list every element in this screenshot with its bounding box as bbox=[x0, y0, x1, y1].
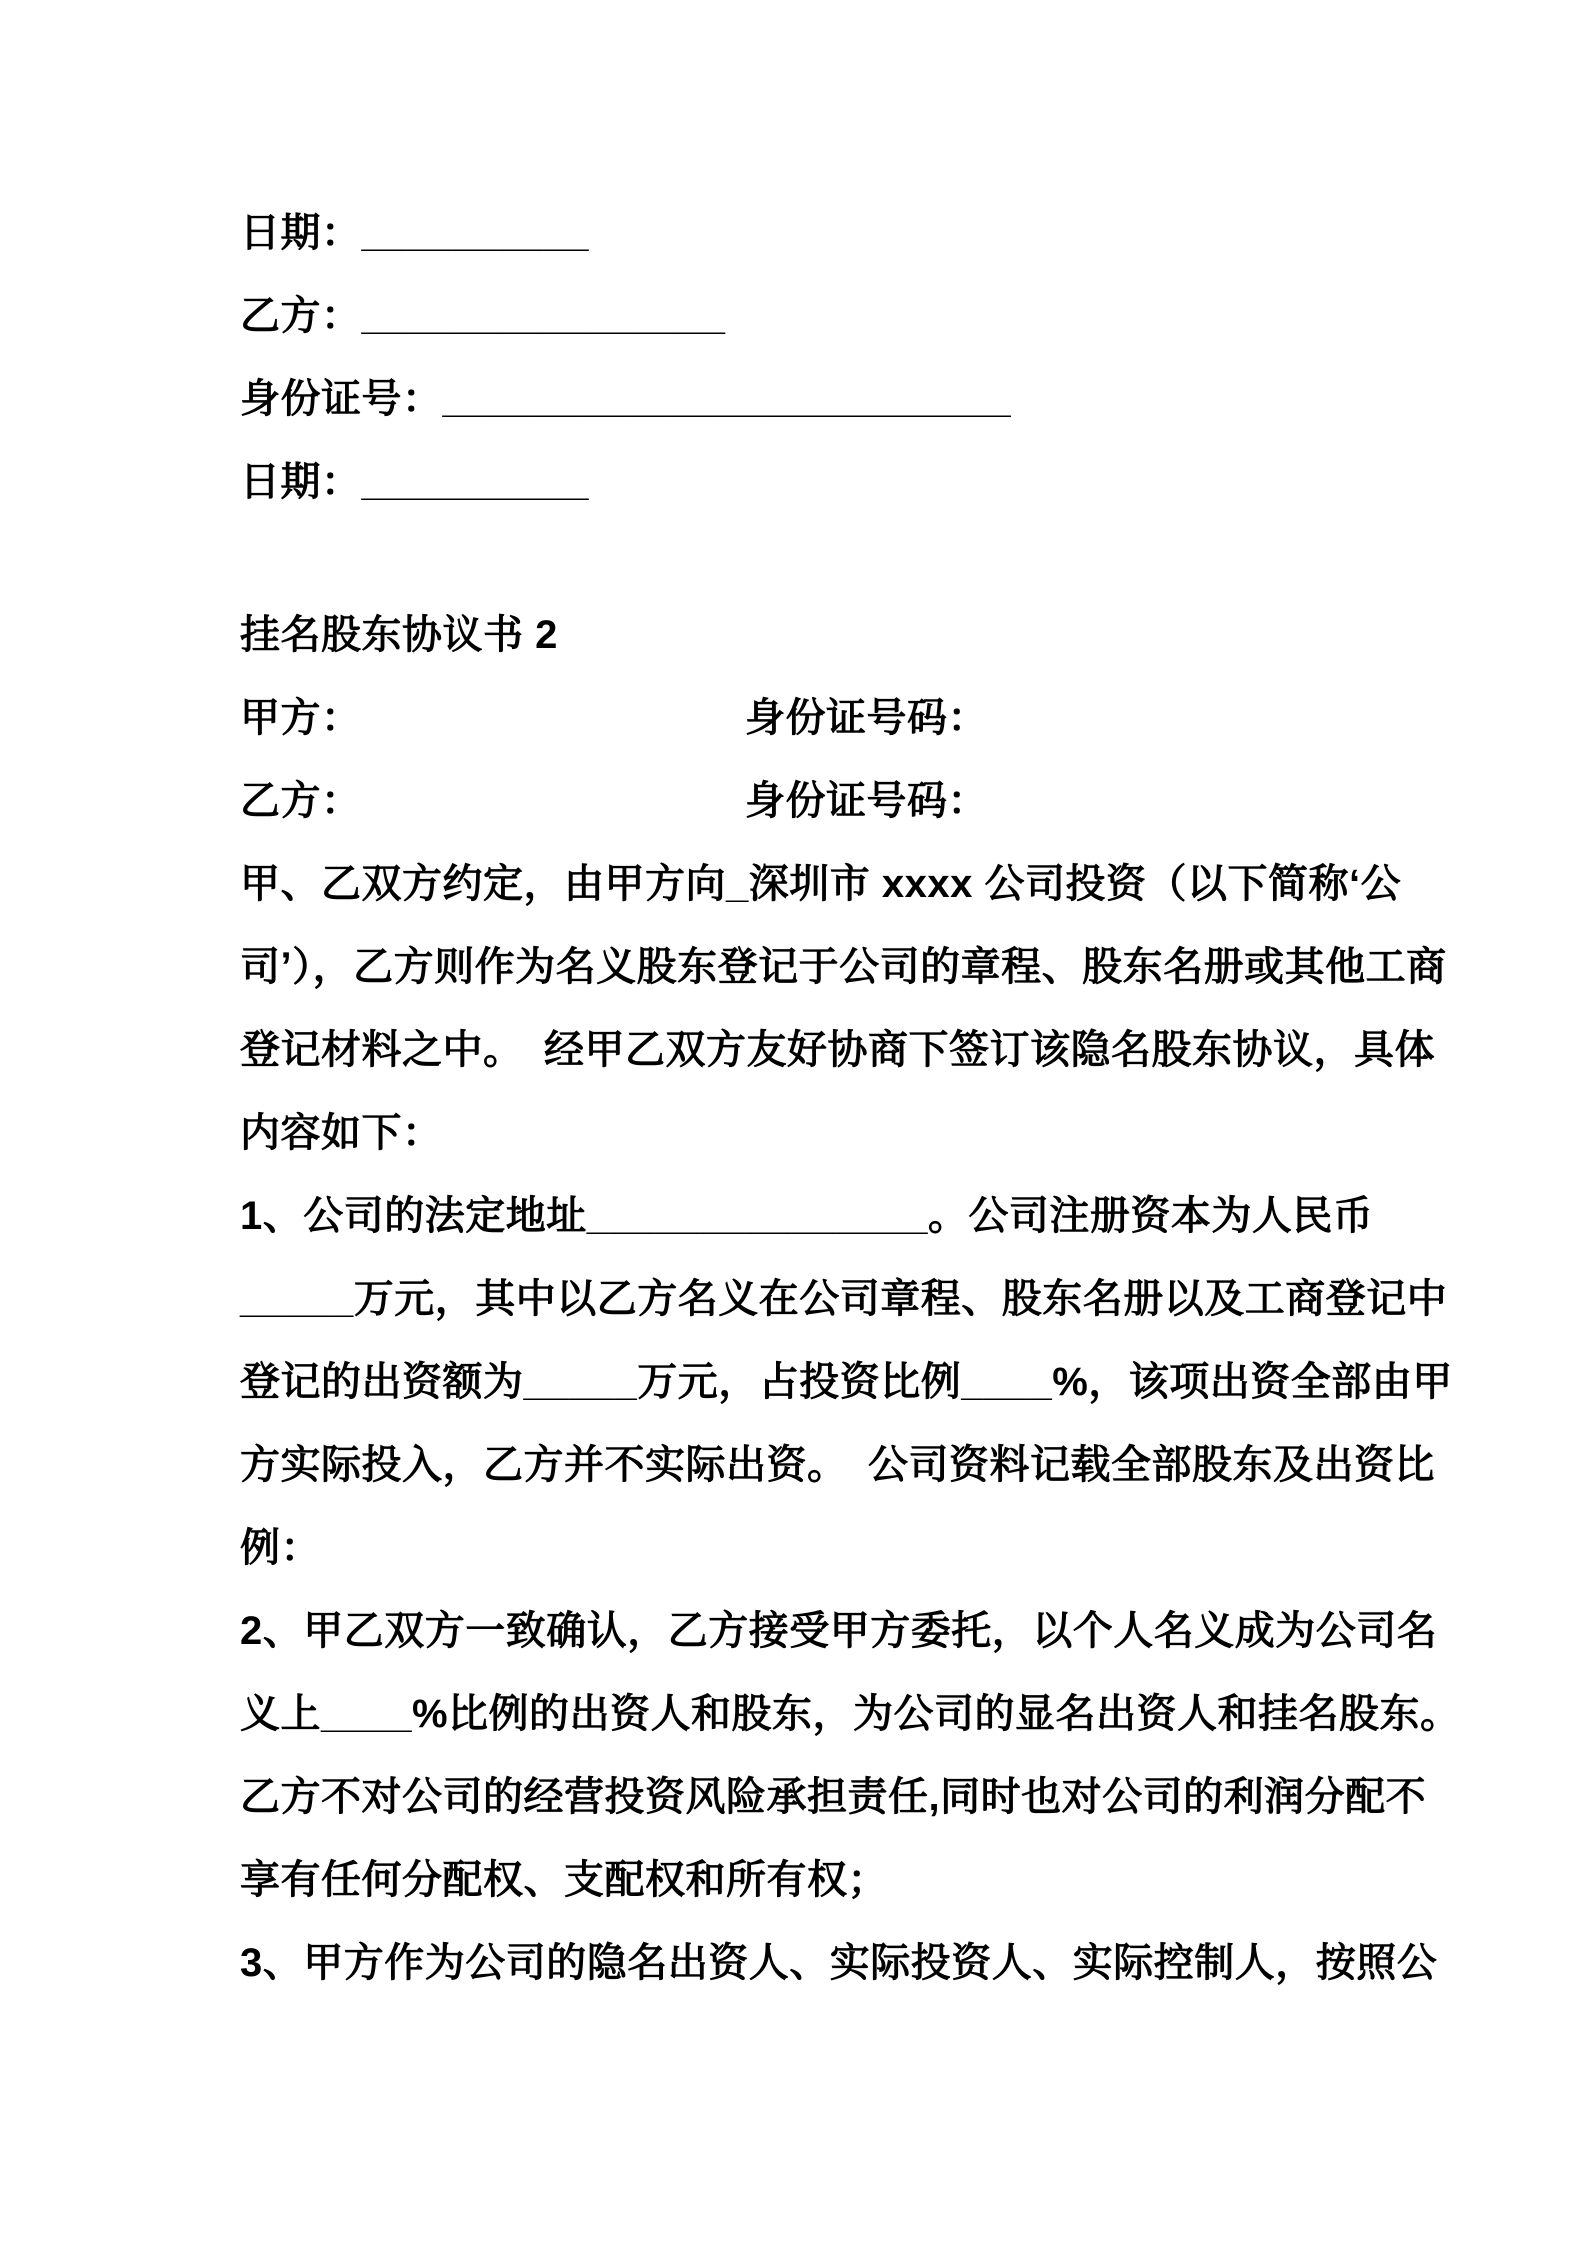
signature-date-line-2: 日期：__________ bbox=[240, 460, 589, 504]
body-line-10: 2、甲乙双方一致确认，乙方接受甲方委托，以个人名义成为公司名 bbox=[240, 1609, 1438, 1653]
body-line-03: 登记材料之中。 经甲乙双方友好协商下签订该隐名股东协议，具体 bbox=[240, 1028, 1435, 1072]
signature-date-line-1: 日期：__________ bbox=[240, 211, 589, 255]
party-a-id-label: 身份证号码： bbox=[745, 696, 988, 740]
body-line-09: 例： bbox=[240, 1526, 321, 1570]
body-line-13: 享有任何分配权、支配权和所有权； bbox=[240, 1858, 888, 1902]
body-line-06: _____万元，其中以乙方名义在公司章程、股东名册以及工商登记中 bbox=[240, 1277, 1448, 1321]
body-line-02: 司’），乙方则作为名义股东登记于公司的章程、股东名册或其他工商 bbox=[240, 945, 1447, 989]
body-line-08: 方实际投入，乙方并不实际出资。 公司资料记载全部股东及出资比 bbox=[240, 1443, 1435, 1487]
body-line-14: 3、甲方作为公司的隐名出资人、实际投资人、实际控制人，按照公 bbox=[240, 1941, 1438, 1985]
body-line-05: 1、公司的法定地址_______________。公司注册资本为人民币 bbox=[240, 1194, 1374, 1238]
signature-party-b-line: 乙方：________________ bbox=[240, 294, 726, 338]
body-line-12: 乙方不对公司的经营投资风险承担责任,同时也对公司的利润分配不 bbox=[240, 1775, 1427, 1819]
document-title: 挂名股东协议书 2 bbox=[240, 613, 558, 657]
body-line-11: 义上____%比例的出资人和股东，为公司的显名出资人和挂名股东。 bbox=[240, 1692, 1461, 1736]
body-line-07: 登记的出资额为_____万元，占投资比例____%，该项出资全部由甲 bbox=[240, 1360, 1453, 1404]
party-b-row bbox=[240, 760, 1450, 843]
signature-id-number-line: 身份证号：_________________________ bbox=[240, 377, 1012, 421]
party-a-label: 甲方： bbox=[240, 696, 362, 740]
party-b-label: 乙方： bbox=[240, 779, 362, 823]
section-gap bbox=[240, 524, 1450, 594]
document-content bbox=[240, 192, 1461, 2005]
party-a-row bbox=[240, 677, 1450, 760]
body-line-04: 内容如下： bbox=[240, 1111, 443, 1155]
party-b-id-label: 身份证号码： bbox=[745, 779, 988, 823]
body-line-01: 甲、乙双方约定，由甲方向_深圳市 xxxx 公司投资（以下简称‘公 bbox=[240, 862, 1402, 906]
